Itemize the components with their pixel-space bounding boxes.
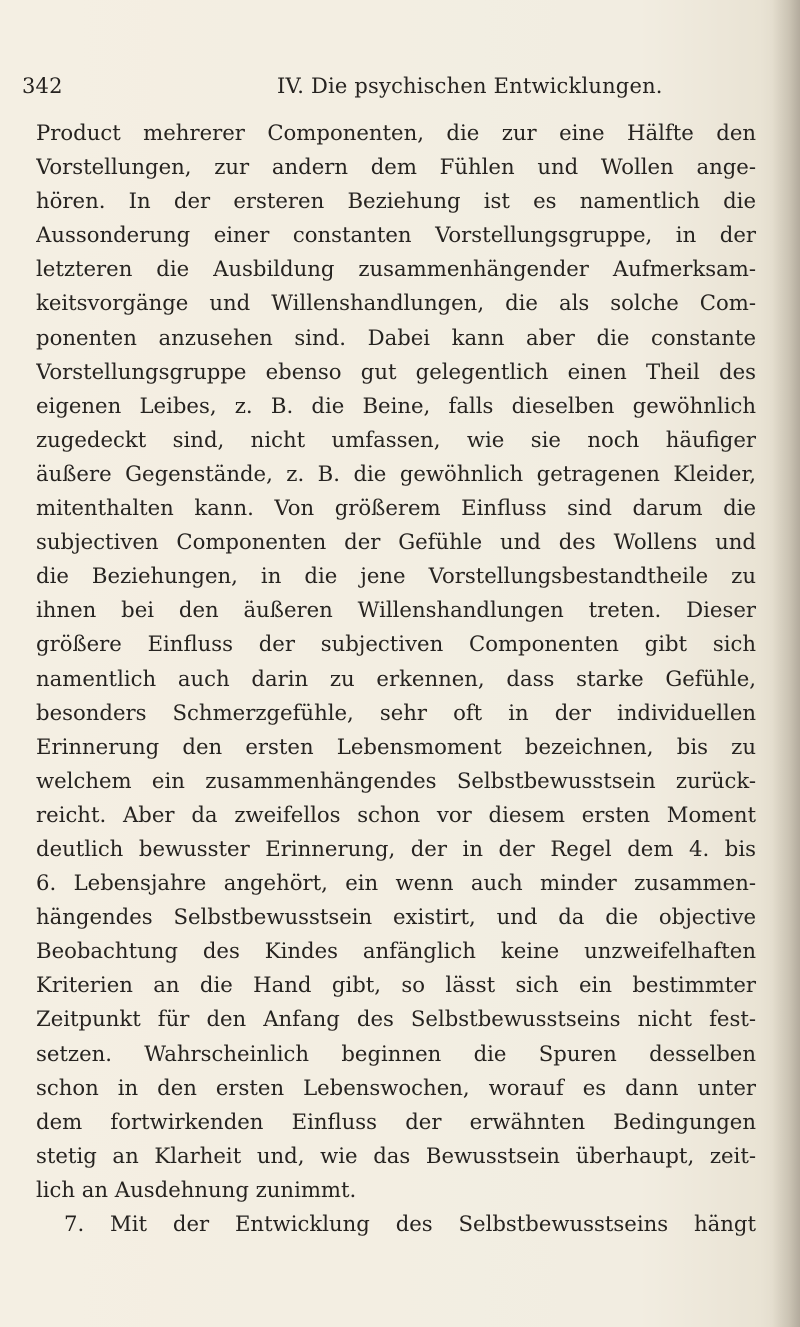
text-line: setzen. Wahrscheinlich beginnen die Spuren desselben [36, 1040, 756, 1066]
text-line: reicht. Aber da zweifellos schon vor diesem ersten Moment [36, 801, 756, 827]
text-line: größere Einfluss der subjectiven Componenten gibt sich [36, 631, 756, 657]
text-line: Erinnerung den ersten Lebensmoment bezeichnen, bis zu [36, 733, 756, 759]
page-edge-shadow [772, 0, 800, 1327]
text-line: namentlich auch darin zu erkennen, dass starke Gefühle, [36, 665, 756, 691]
text-line: deutlich bewusster Erinnerung, der in der Regel dem 4. bis [36, 835, 756, 861]
running-header [22, 74, 762, 108]
text-line: stetig an Klarheit und, wie das Bewusstsein überhaupt, zeit- [36, 1142, 756, 1168]
text-line: ponenten anzusehen sind. Dabei kann aber die constante [36, 324, 756, 350]
text-line: Aussonderung einer constanten Vorstellungsgruppe, in der [36, 222, 756, 248]
text-line: schon in den ersten Lebenswochen, worauf es dann unter [36, 1074, 756, 1100]
text-line: Product mehrerer Componenten, die zur eine Hälfte den [36, 120, 756, 145]
text-line: ihnen bei den äußeren Willenshandlungen treten. Dieser [36, 597, 756, 623]
body-text [36, 116, 756, 1241]
text-line: besonders Schmerzgefühle, sehr oft in der individuellen [36, 699, 756, 725]
text-line: äußere Gegenstände, z. B. die gewöhnlich getragenen Kleider, [36, 460, 756, 486]
text-line: subjectiven Componenten der Gefühle und des Wollens und [36, 529, 756, 555]
text-line: dem fortwirkenden Einfluss der erwähnten Bedingungen [36, 1108, 756, 1134]
text-line: lich an Ausdehnung zunimmt. [36, 1176, 357, 1202]
text-line: Beobachtung des Kindes anfänglich keine unzweifelhaften [36, 938, 756, 964]
page-number: 342 [22, 74, 63, 98]
text-line: die Beziehungen, in die jene Vorstellungsbestandtheile zu [36, 563, 756, 589]
text-line: keitsvorgänge und Willenshandlungen, die als solche Com- [36, 290, 756, 316]
text-line: 7. Mit der Entwicklung des Selbstbewusstseins hängt [64, 1211, 756, 1236]
text-line: hängendes Selbstbewusstsein existirt, und da die objective [36, 904, 756, 930]
text-line: Kriterien an die Hand gibt, so lässt sich ein bestimmter [36, 972, 756, 998]
text-line: zugedeckt sind, nicht umfassen, wie sie noch häufiger [36, 426, 756, 452]
text-line: Vorstellungsgruppe ebenso gut gelegentlich einen Theil des [36, 358, 756, 384]
running-title: IV. Die psychischen Entwicklungen. [277, 74, 663, 98]
text-line: welchem ein zusammenhängendes Selbstbewusstsein zurück- [36, 767, 756, 793]
text-line: Vorstellungen, zur andern dem Fühlen und Wollen ange- [36, 154, 756, 180]
text-line: eigenen Leibes, z. B. die Beine, falls dieselben gewöhnlich [36, 392, 756, 418]
text-line: 6. Lebensjahre angehört, ein wenn auch minder zusammen- [36, 870, 756, 896]
text-line: hören. In der ersteren Beziehung ist es namentlich die [36, 188, 756, 214]
text-line: letzteren die Ausbildung zusammenhängender Aufmerksam- [36, 256, 756, 282]
text-line: Zeitpunkt für den Anfang des Selbstbewusstseins nicht fest- [36, 1006, 756, 1032]
text-line: mitenthalten kann. Von größerem Einfluss sind darum die [36, 495, 756, 521]
